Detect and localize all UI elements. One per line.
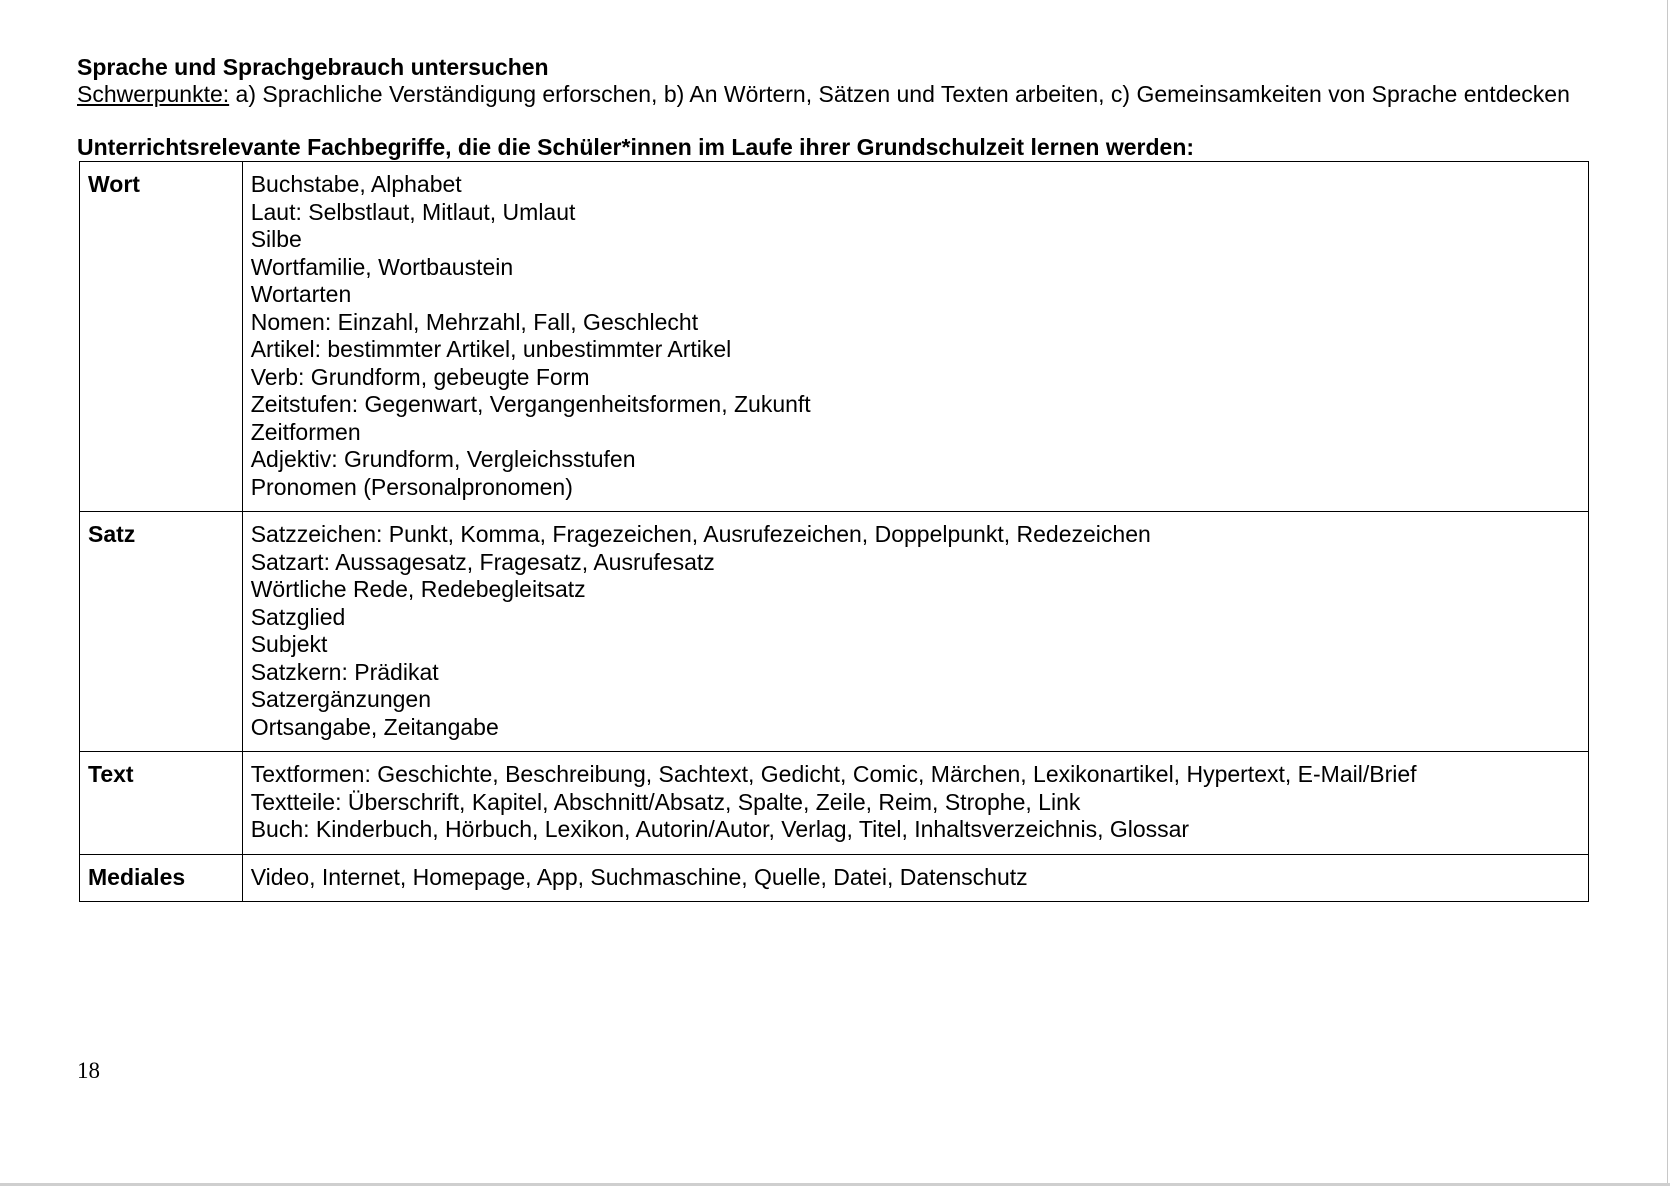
category-cell: Text	[80, 752, 243, 855]
term-line: Silbe	[250, 226, 302, 252]
terms-cell	[242, 854, 1588, 902]
category-cell: Wort	[80, 162, 243, 512]
terms-heading: Unterrichtsrelevante Fachbegriffe, die die Schüler*innen im Laufe ihrer Grundschulzeit lernen werden:	[77, 134, 1195, 160]
term-line: Textformen: Geschichte, Beschreibung, Sachtext, Gedicht, Comic, Märchen, Lexikonartikel, Hypertext, E-Mail/Brief	[250, 761, 1417, 787]
term-line: Buchstabe, Alphabet	[250, 171, 462, 197]
term-line: Satzglied	[250, 603, 346, 630]
viewer-edge	[1667, 0, 1668, 1186]
term-line: Satzergänzungen	[250, 686, 432, 712]
document-content	[77, 54, 1587, 902]
term-line: Wörtliche Rede, Redebegleitsatz	[250, 576, 586, 602]
term-line: Satzkern: Prädikat	[250, 658, 439, 685]
term-line: Textteile: Überschrift, Kapitel, Abschnitt/Absatz, Spalte, Zeile, Reim, Strophe, Link	[250, 788, 1081, 815]
term-line: Buch: Kinderbuch, Hörbuch, Lexikon, Autorin/Autor, Verlag, Titel, Inhaltsverzeichnis, Glossar	[250, 816, 1190, 842]
term-line: Nomen: Einzahl, Mehrzahl, Fall, Geschlecht	[250, 308, 699, 335]
term-line: Pronomen (Personalpronomen)	[250, 473, 573, 500]
category-cell: Mediales	[80, 854, 243, 902]
page-number: 18	[77, 1058, 100, 1083]
table-row-text	[80, 752, 1589, 855]
table-row-mediales	[80, 854, 1589, 902]
term-line: Verb: Grundform, gebeugte Form	[250, 363, 590, 390]
table-row-wort	[80, 162, 1589, 512]
term-line: Satzzeichen: Punkt, Komma, Fragezeichen, Ausrufezeichen, Doppelpunkt, Redezeichen	[250, 521, 1151, 547]
focus-label: Schwerpunkte:	[77, 81, 230, 107]
term-line: Laut: Selbstlaut, Mitlaut, Umlaut	[250, 198, 576, 225]
term-line: Wortarten	[250, 281, 352, 307]
term-line: Satzart: Aussagesatz, Fragesatz, Ausrufesatz	[250, 548, 715, 575]
term-line: Zeitstufen: Gegenwart, Vergangenheitsformen, Zukunft	[250, 391, 811, 417]
term-line: Ortsangabe, Zeitangabe	[250, 713, 499, 740]
term-line: Adjektiv: Grundform, Vergleichsstufen	[250, 446, 636, 472]
terms-cell	[242, 162, 1588, 512]
term-line: Wortfamilie, Wortbaustein	[250, 253, 514, 280]
terms-cell	[242, 752, 1588, 855]
terms-table	[79, 161, 1589, 902]
category-cell: Satz	[80, 512, 243, 752]
focus-text: a) Sprachliche Verständigung erforschen, b) An Wörtern, Sätzen und Texten arbeiten, c) Gemeinsamkeiten von Sprache entdecken	[229, 81, 1570, 107]
term-line: Zeitformen	[250, 418, 361, 445]
table-row-satz	[80, 512, 1589, 752]
term-line: Video, Internet, Homepage, App, Suchmaschine, Quelle, Datei, Datenschutz	[250, 863, 1028, 890]
term-line: Subjekt	[250, 631, 328, 657]
section-title: Sprache und Sprachgebrauch untersuchen	[77, 54, 549, 80]
terms-cell	[242, 512, 1588, 752]
term-line: Artikel: bestimmter Artikel, unbestimmter Artikel	[250, 336, 732, 362]
focus-paragraph	[77, 81, 1587, 108]
